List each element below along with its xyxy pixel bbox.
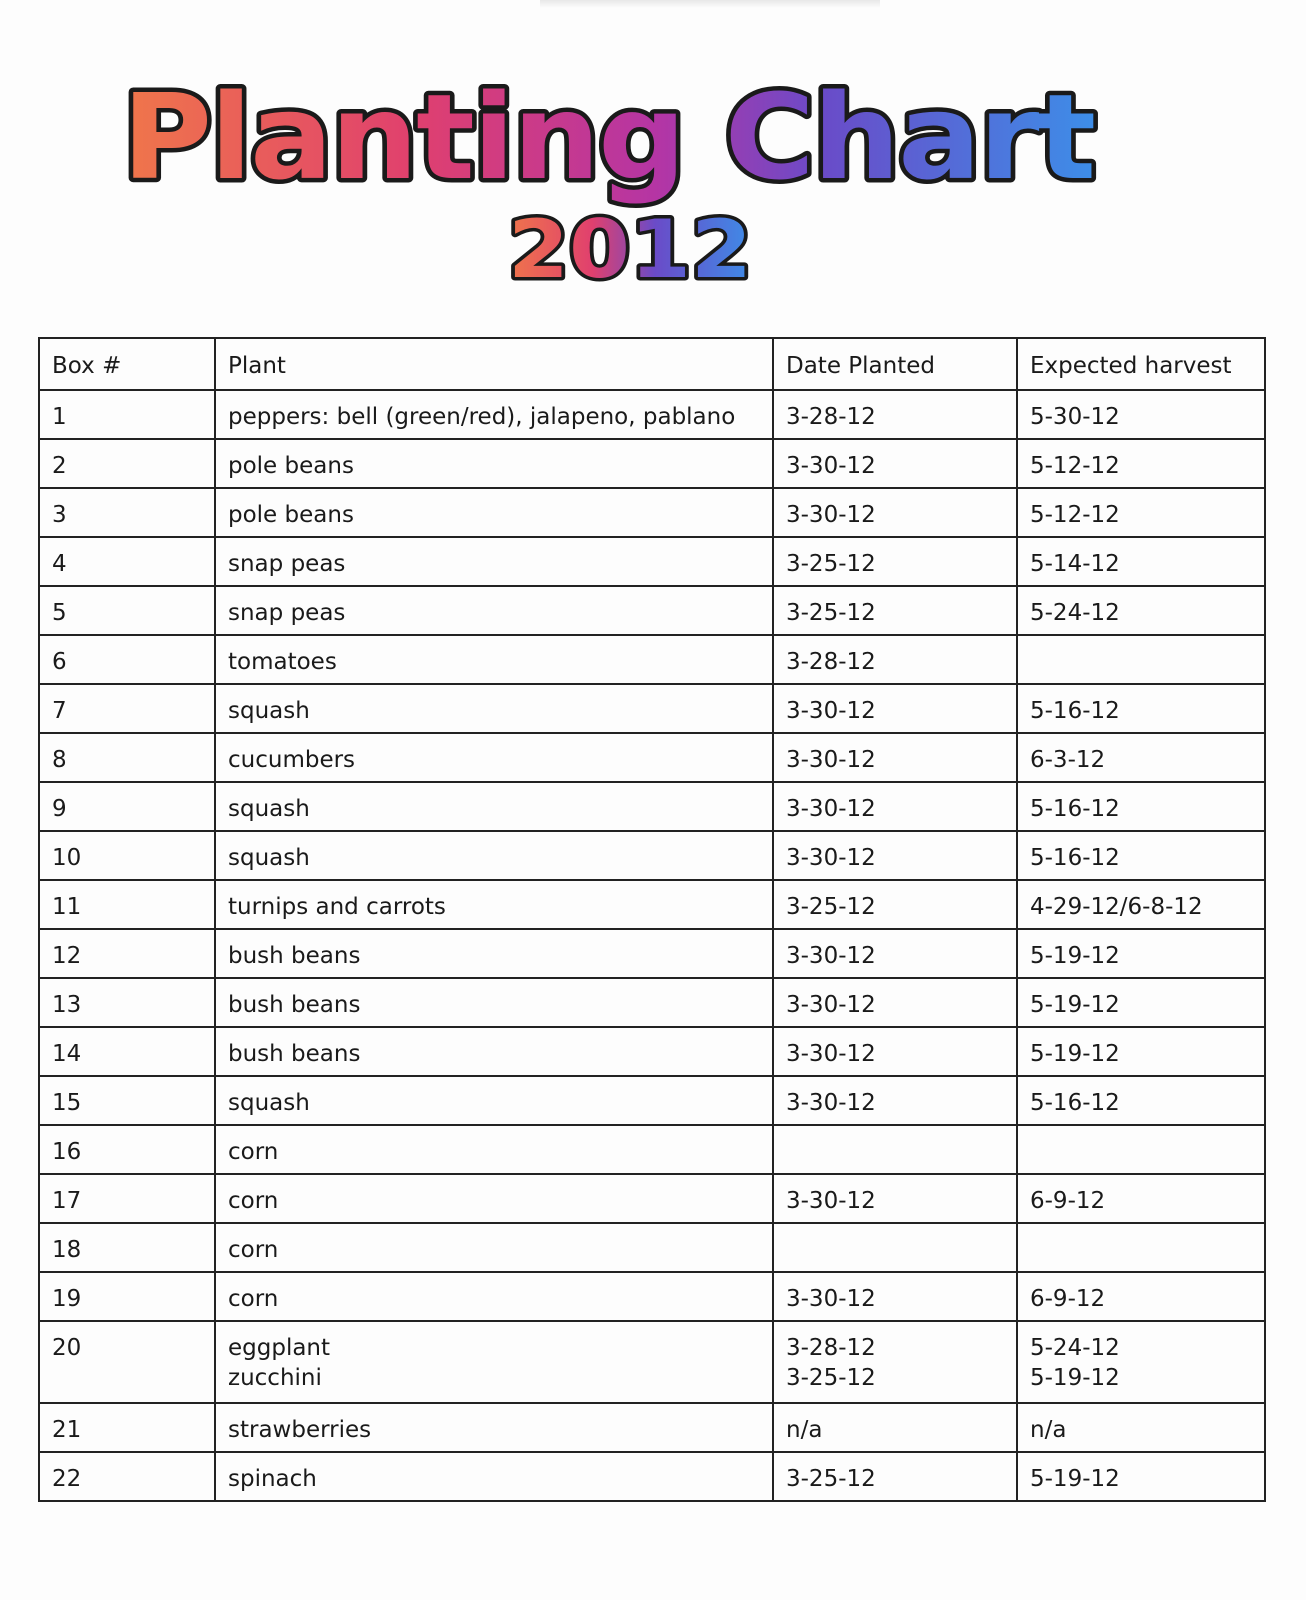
cell-expected-harvest-line: 5-16-12 bbox=[1030, 1090, 1120, 1116]
cell-box: 20 bbox=[39, 1321, 215, 1403]
cell-date-planted-line: 3-30-12 bbox=[786, 796, 876, 822]
table-row bbox=[39, 831, 1265, 880]
cell-date-planted-line: 3-30-12 bbox=[786, 502, 876, 528]
cell-expected-harvest-line: 5-24-12 bbox=[1030, 1335, 1120, 1361]
cell-expected-harvest bbox=[1017, 1223, 1265, 1272]
cell-date-planted bbox=[773, 1027, 1017, 1076]
cell-date-planted-line: 3-28-12 bbox=[786, 649, 876, 675]
table-row bbox=[39, 929, 1265, 978]
cell-plant-line: spinach bbox=[228, 1466, 317, 1492]
cell-expected-harvest bbox=[1017, 586, 1265, 635]
cell-box: 21 bbox=[39, 1403, 215, 1452]
table-row bbox=[39, 390, 1265, 439]
cell-expected-harvest bbox=[1017, 929, 1265, 978]
cell-date-planted-line: 3-30-12 bbox=[786, 943, 876, 969]
cell-date-planted bbox=[773, 1452, 1017, 1501]
cell-expected-harvest bbox=[1017, 1452, 1265, 1501]
cell-expected-harvest bbox=[1017, 1403, 1265, 1452]
cell-plant bbox=[215, 1027, 773, 1076]
cell-date-planted-line: 3-25-12 bbox=[786, 1466, 876, 1492]
table-row bbox=[39, 1403, 1265, 1452]
table-row bbox=[39, 978, 1265, 1027]
cell-date-planted-line: 3-25-12 bbox=[786, 1365, 876, 1391]
cell-expected-harvest bbox=[1017, 978, 1265, 1027]
cell-date-planted bbox=[773, 782, 1017, 831]
cell-box: 15 bbox=[39, 1076, 215, 1125]
cell-plant-line: squash bbox=[228, 698, 310, 724]
cell-plant-line: snap peas bbox=[228, 551, 346, 577]
cell-expected-harvest-line: 5-16-12 bbox=[1030, 698, 1120, 724]
cell-box: 8 bbox=[39, 733, 215, 782]
cell-plant bbox=[215, 488, 773, 537]
cell-box: 7 bbox=[39, 684, 215, 733]
cell-expected-harvest-line: 6-3-12 bbox=[1030, 747, 1106, 773]
cell-date-planted bbox=[773, 929, 1017, 978]
cell-box: 5 bbox=[39, 586, 215, 635]
cell-date-planted-line: 3-30-12 bbox=[786, 1090, 876, 1116]
cell-box: 1 bbox=[39, 390, 215, 439]
cell-expected-harvest-line: 5-30-12 bbox=[1030, 404, 1120, 430]
cell-date-planted-line: 3-30-12 bbox=[786, 992, 876, 1018]
cell-date-planted bbox=[773, 586, 1017, 635]
cell-plant-line: bush beans bbox=[228, 1041, 361, 1067]
cell-date-planted bbox=[773, 537, 1017, 586]
cell-plant bbox=[215, 1321, 773, 1403]
table-row bbox=[39, 488, 1265, 537]
cell-date-planted-line: 3-30-12 bbox=[786, 845, 876, 871]
header-box: Box # bbox=[39, 338, 215, 390]
cell-date-planted bbox=[773, 439, 1017, 488]
cell-date-planted-line: 3-30-12 bbox=[786, 1286, 876, 1312]
table-row bbox=[39, 1452, 1265, 1501]
header-date-planted: Date Planted bbox=[773, 338, 1017, 390]
cell-box: 19 bbox=[39, 1272, 215, 1321]
cell-date-planted-line: 3-30-12 bbox=[786, 453, 876, 479]
table-row bbox=[39, 1272, 1265, 1321]
cell-date-planted bbox=[773, 635, 1017, 684]
header-expected-harvest: Expected harvest bbox=[1017, 338, 1265, 390]
cell-plant-line: corn bbox=[228, 1139, 279, 1165]
cell-expected-harvest bbox=[1017, 1321, 1265, 1403]
cell-box: 2 bbox=[39, 439, 215, 488]
table-row bbox=[39, 1125, 1265, 1174]
cell-date-planted bbox=[773, 1403, 1017, 1452]
cell-box: 11 bbox=[39, 880, 215, 929]
cell-date-planted-line: 3-30-12 bbox=[786, 1041, 876, 1067]
cell-date-planted-line: 3-25-12 bbox=[786, 600, 876, 626]
cell-plant bbox=[215, 1223, 773, 1272]
cell-expected-harvest-line: 4-29-12/6-8-12 bbox=[1030, 894, 1203, 920]
cell-plant-line: peppers: bell (green/red), jalapeno, pablano bbox=[228, 404, 736, 430]
table-row bbox=[39, 782, 1265, 831]
cell-plant bbox=[215, 978, 773, 1027]
cell-expected-harvest-line: 5-19-12 bbox=[1030, 1365, 1120, 1391]
planting-table bbox=[38, 337, 1266, 1502]
cell-plant bbox=[215, 831, 773, 880]
cell-plant-line: bush beans bbox=[228, 992, 361, 1018]
cell-expected-harvest-line: 5-19-12 bbox=[1030, 1041, 1120, 1067]
page-subtitle-year: 2012 bbox=[508, 203, 752, 296]
cell-plant bbox=[215, 1403, 773, 1452]
cell-expected-harvest-line: 5-19-12 bbox=[1030, 1466, 1120, 1492]
cell-plant bbox=[215, 1174, 773, 1223]
cell-plant bbox=[215, 390, 773, 439]
cell-date-planted bbox=[773, 1223, 1017, 1272]
cell-plant-line: snap peas bbox=[228, 600, 346, 626]
cell-expected-harvest bbox=[1017, 782, 1265, 831]
cell-date-planted bbox=[773, 733, 1017, 782]
cell-expected-harvest bbox=[1017, 1272, 1265, 1321]
cell-plant-line: squash bbox=[228, 845, 310, 871]
cell-plant bbox=[215, 1076, 773, 1125]
cell-date-planted-line: 3-28-12 bbox=[786, 404, 876, 430]
cell-plant bbox=[215, 1272, 773, 1321]
table-row bbox=[39, 1321, 1265, 1403]
cell-date-planted bbox=[773, 978, 1017, 1027]
cell-plant-line: corn bbox=[228, 1237, 279, 1263]
cell-box: 22 bbox=[39, 1452, 215, 1501]
cell-expected-harvest bbox=[1017, 390, 1265, 439]
cell-plant-line: bush beans bbox=[228, 943, 361, 969]
cell-expected-harvest bbox=[1017, 537, 1265, 586]
cell-plant bbox=[215, 439, 773, 488]
cell-plant bbox=[215, 684, 773, 733]
cell-expected-harvest-line: 6-9-12 bbox=[1030, 1286, 1106, 1312]
cell-expected-harvest bbox=[1017, 439, 1265, 488]
cell-expected-harvest bbox=[1017, 831, 1265, 880]
cell-expected-harvest-line: n/a bbox=[1030, 1417, 1067, 1443]
cell-expected-harvest-line: 6-9-12 bbox=[1030, 1188, 1106, 1214]
cell-plant bbox=[215, 537, 773, 586]
cell-plant-line: corn bbox=[228, 1286, 279, 1312]
cell-box: 9 bbox=[39, 782, 215, 831]
cell-expected-harvest bbox=[1017, 880, 1265, 929]
cell-date-planted-line: 3-30-12 bbox=[786, 1188, 876, 1214]
cell-box: 17 bbox=[39, 1174, 215, 1223]
table-row bbox=[39, 1027, 1265, 1076]
cell-expected-harvest bbox=[1017, 635, 1265, 684]
cell-date-planted bbox=[773, 488, 1017, 537]
page-title: Planting Chart bbox=[122, 68, 1094, 206]
cell-expected-harvest-line: 5-19-12 bbox=[1030, 943, 1120, 969]
cell-plant bbox=[215, 782, 773, 831]
cell-plant-line: tomatoes bbox=[228, 649, 337, 675]
cell-plant bbox=[215, 635, 773, 684]
cell-plant-line: squash bbox=[228, 796, 310, 822]
cell-expected-harvest bbox=[1017, 488, 1265, 537]
cell-plant bbox=[215, 586, 773, 635]
cell-box: 14 bbox=[39, 1027, 215, 1076]
cell-box: 10 bbox=[39, 831, 215, 880]
cell-date-planted bbox=[773, 1174, 1017, 1223]
cell-date-planted-line: 3-30-12 bbox=[786, 747, 876, 773]
cell-expected-harvest bbox=[1017, 733, 1265, 782]
cell-date-planted-line: 3-30-12 bbox=[786, 698, 876, 724]
cell-date-planted bbox=[773, 880, 1017, 929]
cell-date-planted-line: n/a bbox=[786, 1417, 823, 1443]
cell-expected-harvest-line: 5-12-12 bbox=[1030, 453, 1120, 479]
cell-expected-harvest bbox=[1017, 1174, 1265, 1223]
cell-plant-line: zucchini bbox=[228, 1365, 322, 1391]
cell-date-planted bbox=[773, 1321, 1017, 1403]
cell-date-planted bbox=[773, 390, 1017, 439]
cell-date-planted bbox=[773, 684, 1017, 733]
table-row bbox=[39, 684, 1265, 733]
cell-date-planted bbox=[773, 831, 1017, 880]
header-plant: Plant bbox=[215, 338, 773, 390]
cell-date-planted-line: 3-25-12 bbox=[786, 551, 876, 577]
cell-plant-line: turnips and carrots bbox=[228, 894, 446, 920]
cell-box: 6 bbox=[39, 635, 215, 684]
table-row bbox=[39, 586, 1265, 635]
cell-expected-harvest bbox=[1017, 1027, 1265, 1076]
cell-expected-harvest-line: 5-12-12 bbox=[1030, 502, 1120, 528]
cell-expected-harvest-line: 5-19-12 bbox=[1030, 992, 1120, 1018]
cell-date-planted bbox=[773, 1272, 1017, 1321]
table-row bbox=[39, 439, 1265, 488]
cell-box: 12 bbox=[39, 929, 215, 978]
table-row bbox=[39, 1076, 1265, 1125]
cell-plant-line: cucumbers bbox=[228, 747, 356, 773]
cell-date-planted-line: 3-28-12 bbox=[786, 1335, 876, 1361]
cell-plant-line: eggplant bbox=[228, 1335, 331, 1361]
cell-plant bbox=[215, 1452, 773, 1501]
cell-expected-harvest bbox=[1017, 684, 1265, 733]
cell-expected-harvest-line: 5-16-12 bbox=[1030, 845, 1120, 871]
cell-expected-harvest bbox=[1017, 1076, 1265, 1125]
cell-plant-line: pole beans bbox=[228, 453, 354, 479]
cell-expected-harvest-line: 5-24-12 bbox=[1030, 600, 1120, 626]
cell-box: 13 bbox=[39, 978, 215, 1027]
table-header-row bbox=[39, 338, 1265, 390]
table-row bbox=[39, 880, 1265, 929]
cell-plant bbox=[215, 929, 773, 978]
cell-plant-line: strawberries bbox=[228, 1417, 372, 1443]
cell-plant bbox=[215, 733, 773, 782]
cell-expected-harvest bbox=[1017, 1125, 1265, 1174]
table-row bbox=[39, 635, 1265, 684]
cell-plant bbox=[215, 1125, 773, 1174]
table-row bbox=[39, 1174, 1265, 1223]
table-row bbox=[39, 1223, 1265, 1272]
cell-box: 18 bbox=[39, 1223, 215, 1272]
cell-expected-harvest-line: 5-16-12 bbox=[1030, 796, 1120, 822]
table-row bbox=[39, 537, 1265, 586]
cell-date-planted-line: 3-25-12 bbox=[786, 894, 876, 920]
table-row bbox=[39, 733, 1265, 782]
cell-plant-line: corn bbox=[228, 1188, 279, 1214]
cell-date-planted bbox=[773, 1076, 1017, 1125]
cell-plant bbox=[215, 880, 773, 929]
cell-date-planted bbox=[773, 1125, 1017, 1174]
cell-expected-harvest-line: 5-14-12 bbox=[1030, 551, 1120, 577]
cell-plant-line: pole beans bbox=[228, 502, 354, 528]
cell-box: 3 bbox=[39, 488, 215, 537]
cell-plant-line: squash bbox=[228, 1090, 310, 1116]
title-banner bbox=[0, 0, 1306, 300]
cell-box: 16 bbox=[39, 1125, 215, 1174]
cell-box: 4 bbox=[39, 537, 215, 586]
